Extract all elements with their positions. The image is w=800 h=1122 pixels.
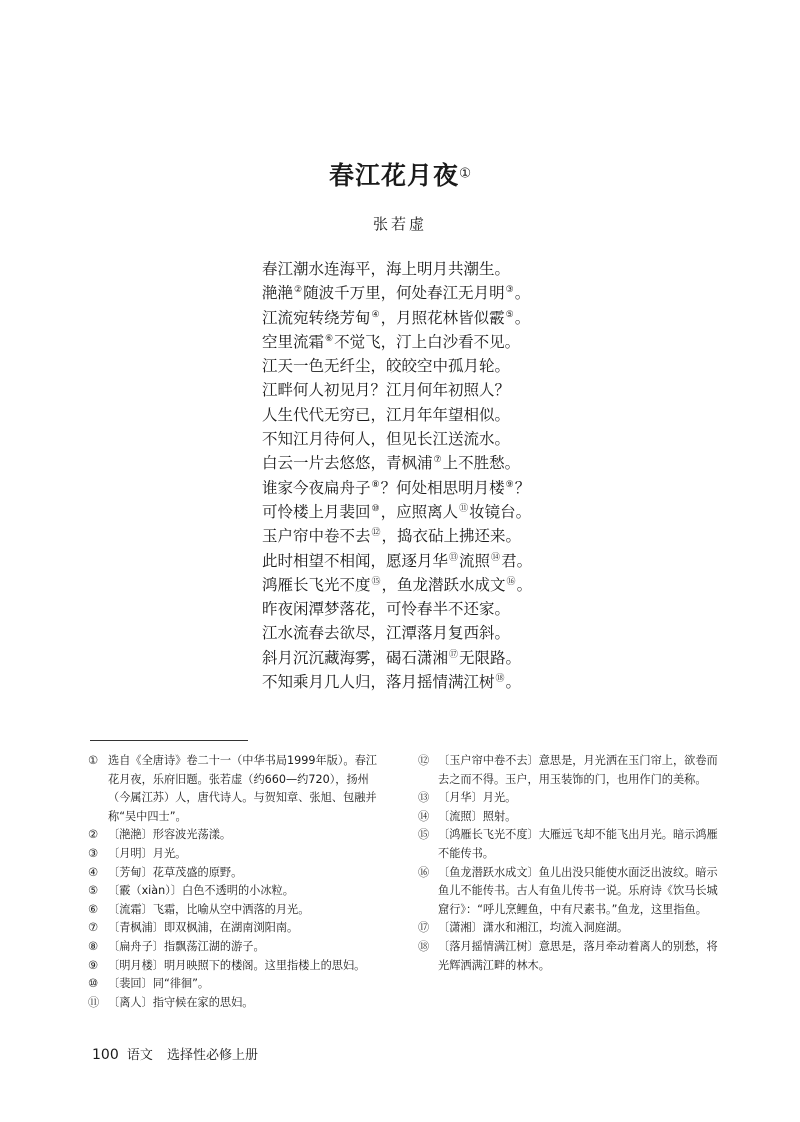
footnote-item [88, 975, 388, 994]
poem-text: ，应照离人 [380, 502, 459, 521]
footnote-item [88, 957, 388, 976]
footnote-item [88, 919, 388, 938]
footnote-marker: ⑩ [371, 503, 380, 514]
footnote-item [88, 864, 388, 883]
poem-line [262, 427, 532, 451]
poem-text: 滟滟 [262, 284, 294, 303]
poem-text: 江畔何人初见月？江月何年初照人？ [262, 381, 511, 400]
title-footnote-marker: ① [459, 166, 471, 182]
poem-line [262, 403, 532, 427]
poem-title-block [0, 156, 800, 192]
poem-text: ，鱼龙潜跃水成文 [381, 575, 506, 594]
poem-text: 鸿雁长飞光不度 [262, 575, 371, 594]
footnote-marker: ⑭ [491, 552, 501, 563]
poem-text: 流照 [459, 551, 491, 570]
footnote-text: 〔月华〕月光。 [438, 791, 517, 805]
poem-line [262, 646, 532, 670]
footnote-number: ② [88, 828, 99, 842]
poem-text: 白云一片去悠悠，青枫浦 [262, 454, 433, 473]
poem-line [262, 524, 532, 548]
footnote-number: ⑭ [418, 809, 430, 823]
footnote-marker: ⑬ [449, 552, 459, 563]
poem-line [262, 306, 532, 330]
poem-line [262, 549, 532, 573]
footnote-marker: ⑰ [449, 649, 459, 660]
poem-text: ，月照花林皆似霰 [380, 308, 505, 327]
poem-line [262, 476, 532, 500]
footnote-marker: ⑦ [433, 455, 442, 466]
poem-line [262, 257, 532, 281]
footnote-marker: ③ [505, 285, 514, 296]
poem-text: 上不胜愁。 [442, 454, 521, 473]
footnote-item [418, 938, 718, 975]
footnote-marker: ⑨ [505, 479, 514, 490]
poem-text: 玉户帘中卷不去 [262, 527, 371, 546]
footnote-number: ⑫ [418, 754, 430, 767]
page-footer [92, 1044, 258, 1063]
footnote-item [418, 864, 718, 920]
footnote-text: 〔明月楼〕明月映照下的楼阁。这里指楼上的思妇。 [108, 958, 366, 972]
footnote-item [88, 882, 388, 901]
footnote-marker: ⑤ [505, 309, 514, 320]
footnote-item [88, 826, 388, 845]
footnote-text: 选自《全唐诗》卷二十一（中华书局1999年版）。春江花月夜，乐府旧题。张若虚（约660—约720），扬州（今属江苏）人，唐代诗人。与贺知章、张旭、包融并称“吴中四士”。 [108, 754, 377, 823]
poem-line [262, 621, 532, 645]
footnote-number: ⑤ [88, 884, 99, 898]
footnote-item [418, 919, 718, 938]
poem-line [262, 573, 532, 597]
poem-text: 江流宛转绕芳甸 [262, 308, 371, 327]
poem-text: 。 [514, 284, 531, 303]
poem-text: 。 [514, 308, 531, 327]
footnote-text: 〔流霜〕飞霜，比喻从空中洒落的月光。 [108, 902, 310, 916]
footnote-text: 〔扁舟子〕指飘荡江湖的游子。 [108, 939, 265, 953]
footnote-number: ⑱ [418, 939, 430, 953]
footnote-marker: ⑪ [459, 503, 469, 514]
footnote-marker: ④ [371, 309, 380, 320]
poem-author: 张若虚 [372, 215, 427, 233]
footnote-item [418, 826, 718, 863]
poem-text: 不知江月待何人，但见长江送流水。 [262, 430, 511, 449]
footnote-text: 〔潇湘〕潇水和湘江，均流入洞庭湖。 [438, 921, 629, 935]
poem-text: 此时相望不相闻，愿逐月华 [262, 551, 449, 570]
poem-text: 空里流霜 [262, 332, 325, 351]
footnote-number: ① [88, 754, 99, 767]
poem-text: 谁家今夜扁舟子 [262, 478, 371, 497]
footnote-marker: ⑯ [506, 576, 516, 587]
footnote-item [88, 938, 388, 957]
footnote-text: 〔滟滟〕形容波光荡漾。 [108, 828, 232, 842]
poem-text: 可怜楼上月裴回 [262, 502, 371, 521]
footnote-marker: ⑱ [495, 674, 505, 685]
footnote-number: ⑯ [418, 865, 430, 879]
poem-line [262, 354, 532, 378]
footnote-item [88, 845, 388, 864]
poem-text: ？何处相思明月楼 [380, 478, 505, 497]
footnote-text: 〔霰（xiàn）〕白色不透明的小冰粒。 [108, 884, 294, 898]
footnote-text: 〔落月摇情满江树〕意思是，落月牵动着离人的别愁，将光辉洒满江畔的林木。 [438, 939, 718, 972]
footnote-number: ⑮ [418, 828, 430, 842]
footnote-text: 〔玉户帘中卷不去〕意思是，月光洒在玉门帘上，欲卷而去之而不得。玉户，用玉装饰的门，也用作门的美称。 [438, 754, 718, 786]
poem-text: 妆镜台。 [469, 502, 532, 521]
footnote-number: ⑩ [88, 977, 99, 991]
poem-text: 不觉飞，汀上白沙看不见。 [334, 332, 521, 351]
poem-text: 春江潮水连海平，海上明月共潮生。 [262, 260, 511, 278]
footnotes-left-column [88, 752, 388, 1012]
footnote-marker: ⑧ [371, 479, 380, 490]
footnote-item [418, 808, 718, 827]
footnote-item [88, 752, 388, 826]
footnote-text: 〔流照〕照射。 [438, 809, 517, 823]
footnote-marker: ⑫ [371, 528, 381, 539]
footnote-text: 〔裴回〕同“徘徊”。 [108, 977, 210, 991]
footnote-text: 〔鸿雁长飞光不度〕大雁远飞却不能飞出月光。暗示鸿雁不能传书。 [438, 828, 718, 860]
footnotes-right-column [418, 752, 718, 975]
footnote-text: 〔青枫浦〕即双枫浦，在湖南浏阳南。 [108, 921, 299, 935]
poem-line [262, 378, 532, 402]
poem-line [262, 451, 532, 475]
footnote-text: 〔离人〕指守候在家的思妇。 [108, 995, 254, 1009]
footnote-item [418, 789, 718, 808]
poem-title: 春江花月夜 [329, 161, 460, 190]
poem-line [262, 330, 532, 354]
poem-text: 江天一色无纤尘，皎皎空中孤月轮。 [262, 357, 511, 376]
poem-line [262, 281, 532, 305]
poem-text: 无限路。 [459, 648, 522, 667]
footnote-number: ④ [88, 865, 99, 879]
page-number: 100 [92, 1047, 119, 1063]
footnote-text: 〔鱼龙潜跃水成文〕鱼儿出没只能使水面泛出波纹。暗示鱼儿不能传书。古人有鱼儿传书一说。乐府诗《饮马长城窟行》：“呼儿烹鲤鱼，中有尺素书。”鱼龙，这里指鱼。 [438, 865, 718, 916]
poem-text: 人生代代无穷已，江月年年望相似。 [262, 405, 511, 424]
footnote-number: ⑥ [88, 902, 99, 916]
poem-text: 不知乘月几人归，落月摇情满江树 [262, 673, 495, 692]
footnote-item [418, 752, 718, 789]
poem-line [262, 597, 532, 621]
footer-book-title: 选择性必修上册 [167, 1048, 259, 1063]
poem-body [262, 257, 532, 694]
footnote-text: 〔芳甸〕花草茂盛的原野。 [108, 865, 243, 879]
poem-text: 斜月沉沉藏海雾，碣石潇湘 [262, 648, 449, 667]
poem-text: ，捣衣砧上拂还来。 [381, 527, 522, 546]
footnote-divider [90, 740, 248, 741]
footnote-number: ⑪ [88, 995, 100, 1009]
poem-text: 。 [505, 673, 522, 692]
footnote-item [88, 994, 388, 1013]
poem-line [262, 500, 532, 524]
footnote-marker: ⑮ [371, 576, 381, 587]
poem-text: ？ [514, 478, 531, 497]
footnote-number: ⑨ [88, 958, 99, 972]
poem-text: 江水流春去欲尽，江潭落月复西斜。 [262, 624, 511, 643]
footnote-number: ⑬ [418, 791, 430, 805]
poem-text: 随波千万里，何处春江无月明 [303, 284, 505, 303]
footnote-marker: ② [294, 285, 303, 296]
footnote-text: 〔月明〕月光。 [108, 846, 187, 860]
footer-subject: 语文 [126, 1048, 153, 1063]
footnote-number: ⑧ [88, 939, 99, 953]
footnote-number: ⑦ [88, 921, 99, 935]
footnote-number: ③ [88, 846, 99, 860]
footnote-item [88, 901, 388, 920]
footnote-marker: ⑥ [325, 333, 334, 344]
poem-text: 。 [516, 575, 533, 594]
poem-text: 君。 [501, 551, 533, 570]
poem-text: 昨夜闲潭梦落花，可怜春半不还家。 [262, 600, 511, 619]
footnote-number: ⑰ [418, 921, 430, 935]
poem-line [262, 670, 532, 694]
